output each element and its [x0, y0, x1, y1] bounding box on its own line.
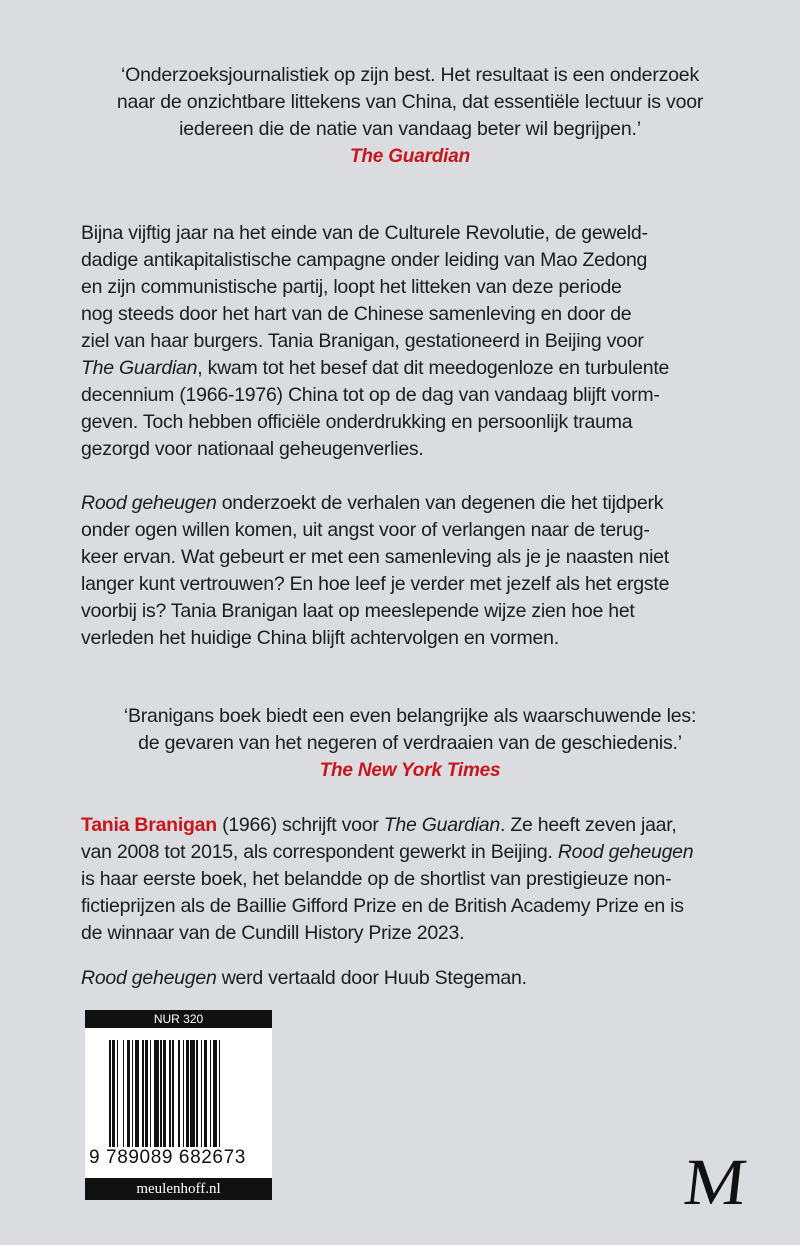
text-line: de winnaar van de Cundill History Prize 2023.: [81, 922, 465, 944]
text-line: ziel van haar burgers. Tania Branigan, gestationeerd in Beijing voor: [81, 330, 644, 352]
text-line: [81, 490, 761, 517]
quote-line: ‘Branigans boek biedt een even belangrijke als waarschuwende les:: [123, 705, 697, 727]
text-line: is haar eerste boek, het belandde op de shortlist van prestigieuze non-: [81, 868, 672, 890]
text-fragment: , kwam tot het besef dat dit meedogenloze en turbulente: [197, 357, 670, 379]
italic-title: Rood geheugen: [81, 492, 217, 514]
text-line: [81, 355, 761, 382]
text-fragment: werd vertaald door Huub Stegeman.: [216, 967, 527, 989]
isbn-digits: 9 789089 682673: [89, 1147, 246, 1168]
text-line: onder ogen willen komen, uit angst voor of verlangen naar de terug-: [81, 519, 650, 541]
text-line: decennium (1966-1976) China tot op de dag van vandaag blijft vorm-: [81, 384, 660, 406]
text-line: dadige antikapitalistische campagne onder leiding van Mao Zedong: [81, 249, 648, 271]
review-quote-nyt: [60, 703, 760, 784]
text-line: Bijna vijftig jaar na het einde van de Culturele Revolutie, de geweld-: [81, 222, 648, 244]
quote-line: naar de onzichtbare littekens van China, dat essentiële lectuur is voor: [116, 91, 704, 113]
review-quote-guardian: [60, 62, 760, 170]
publisher-logo-icon: M: [680, 1146, 751, 1219]
text-fragment: van 2008 tot 2015, als correspondent gewerkt in Beijing.: [81, 841, 558, 863]
text-line: verleden het huidige China blijft achtervolgen en vormen.: [81, 627, 559, 649]
quote-line: de gevaren van het negeren of verdraaien van de geschiedenis.’: [138, 732, 682, 754]
translator-credit: [81, 965, 761, 992]
blurb-paragraph-2: [81, 490, 761, 652]
text-fragment: onderzoekt de verhalen van degenen die het tijdperk: [216, 492, 664, 514]
author-bio: [81, 812, 761, 947]
italic-title: The Guardian: [383, 814, 500, 836]
publisher-website: meulenhoff.nl: [85, 1178, 272, 1200]
barcode-icon: [109, 1040, 261, 1163]
nur-code: NUR 320: [85, 1010, 272, 1028]
text-line: [81, 965, 761, 992]
quote-line: ‘Onderzoeksjournalistiek op zijn best. Het resultaat is een onderzoek: [120, 64, 700, 86]
text-line: [81, 812, 761, 839]
text-line: voorbij is? Tania Branigan laat op meeslepende wijze zien hoe het: [81, 600, 635, 622]
text-line: gezorgd voor nationaal geheugenverlies.: [81, 438, 424, 460]
text-line: langer kunt vertrouwen? En hoe leef je verder met jezelf als het ergste: [81, 573, 670, 595]
quote-source: The New York Times: [319, 760, 501, 781]
text-line: geven. Toch hebben officiële onderdrukking en persoonlijk trauma: [81, 411, 633, 433]
quote-line: iedereen die de natie van vandaag beter wil begrijpen.’: [179, 118, 641, 140]
author-name: Tania Branigan: [81, 814, 217, 836]
italic-title: The Guardian: [81, 357, 198, 379]
text-line: fictieprijzen als de Baillie Gifford Prize en de British Academy Prize en is: [81, 895, 684, 917]
text-line: keer ervan. Wat gebeurt er met een samenleving als je je naasten niet: [81, 546, 669, 568]
text-line: en zijn communistische partij, loopt het litteken van deze periode: [81, 276, 622, 298]
quote-source: The Guardian: [349, 146, 471, 167]
italic-title: Rood geheugen: [81, 967, 217, 989]
text-fragment: . Ze heeft zeven jaar,: [499, 814, 677, 836]
isbn-barcode-label: [85, 1010, 272, 1200]
text-line: nog steeds door het hart van de Chinese samenleving en door de: [81, 303, 632, 325]
isbn-number: [88, 1147, 270, 1169]
text-fragment: (1966) schrijft voor: [216, 814, 384, 836]
blurb-paragraph-1: [81, 220, 761, 463]
italic-title: Rood geheugen: [557, 841, 694, 863]
text-line: [81, 839, 761, 866]
